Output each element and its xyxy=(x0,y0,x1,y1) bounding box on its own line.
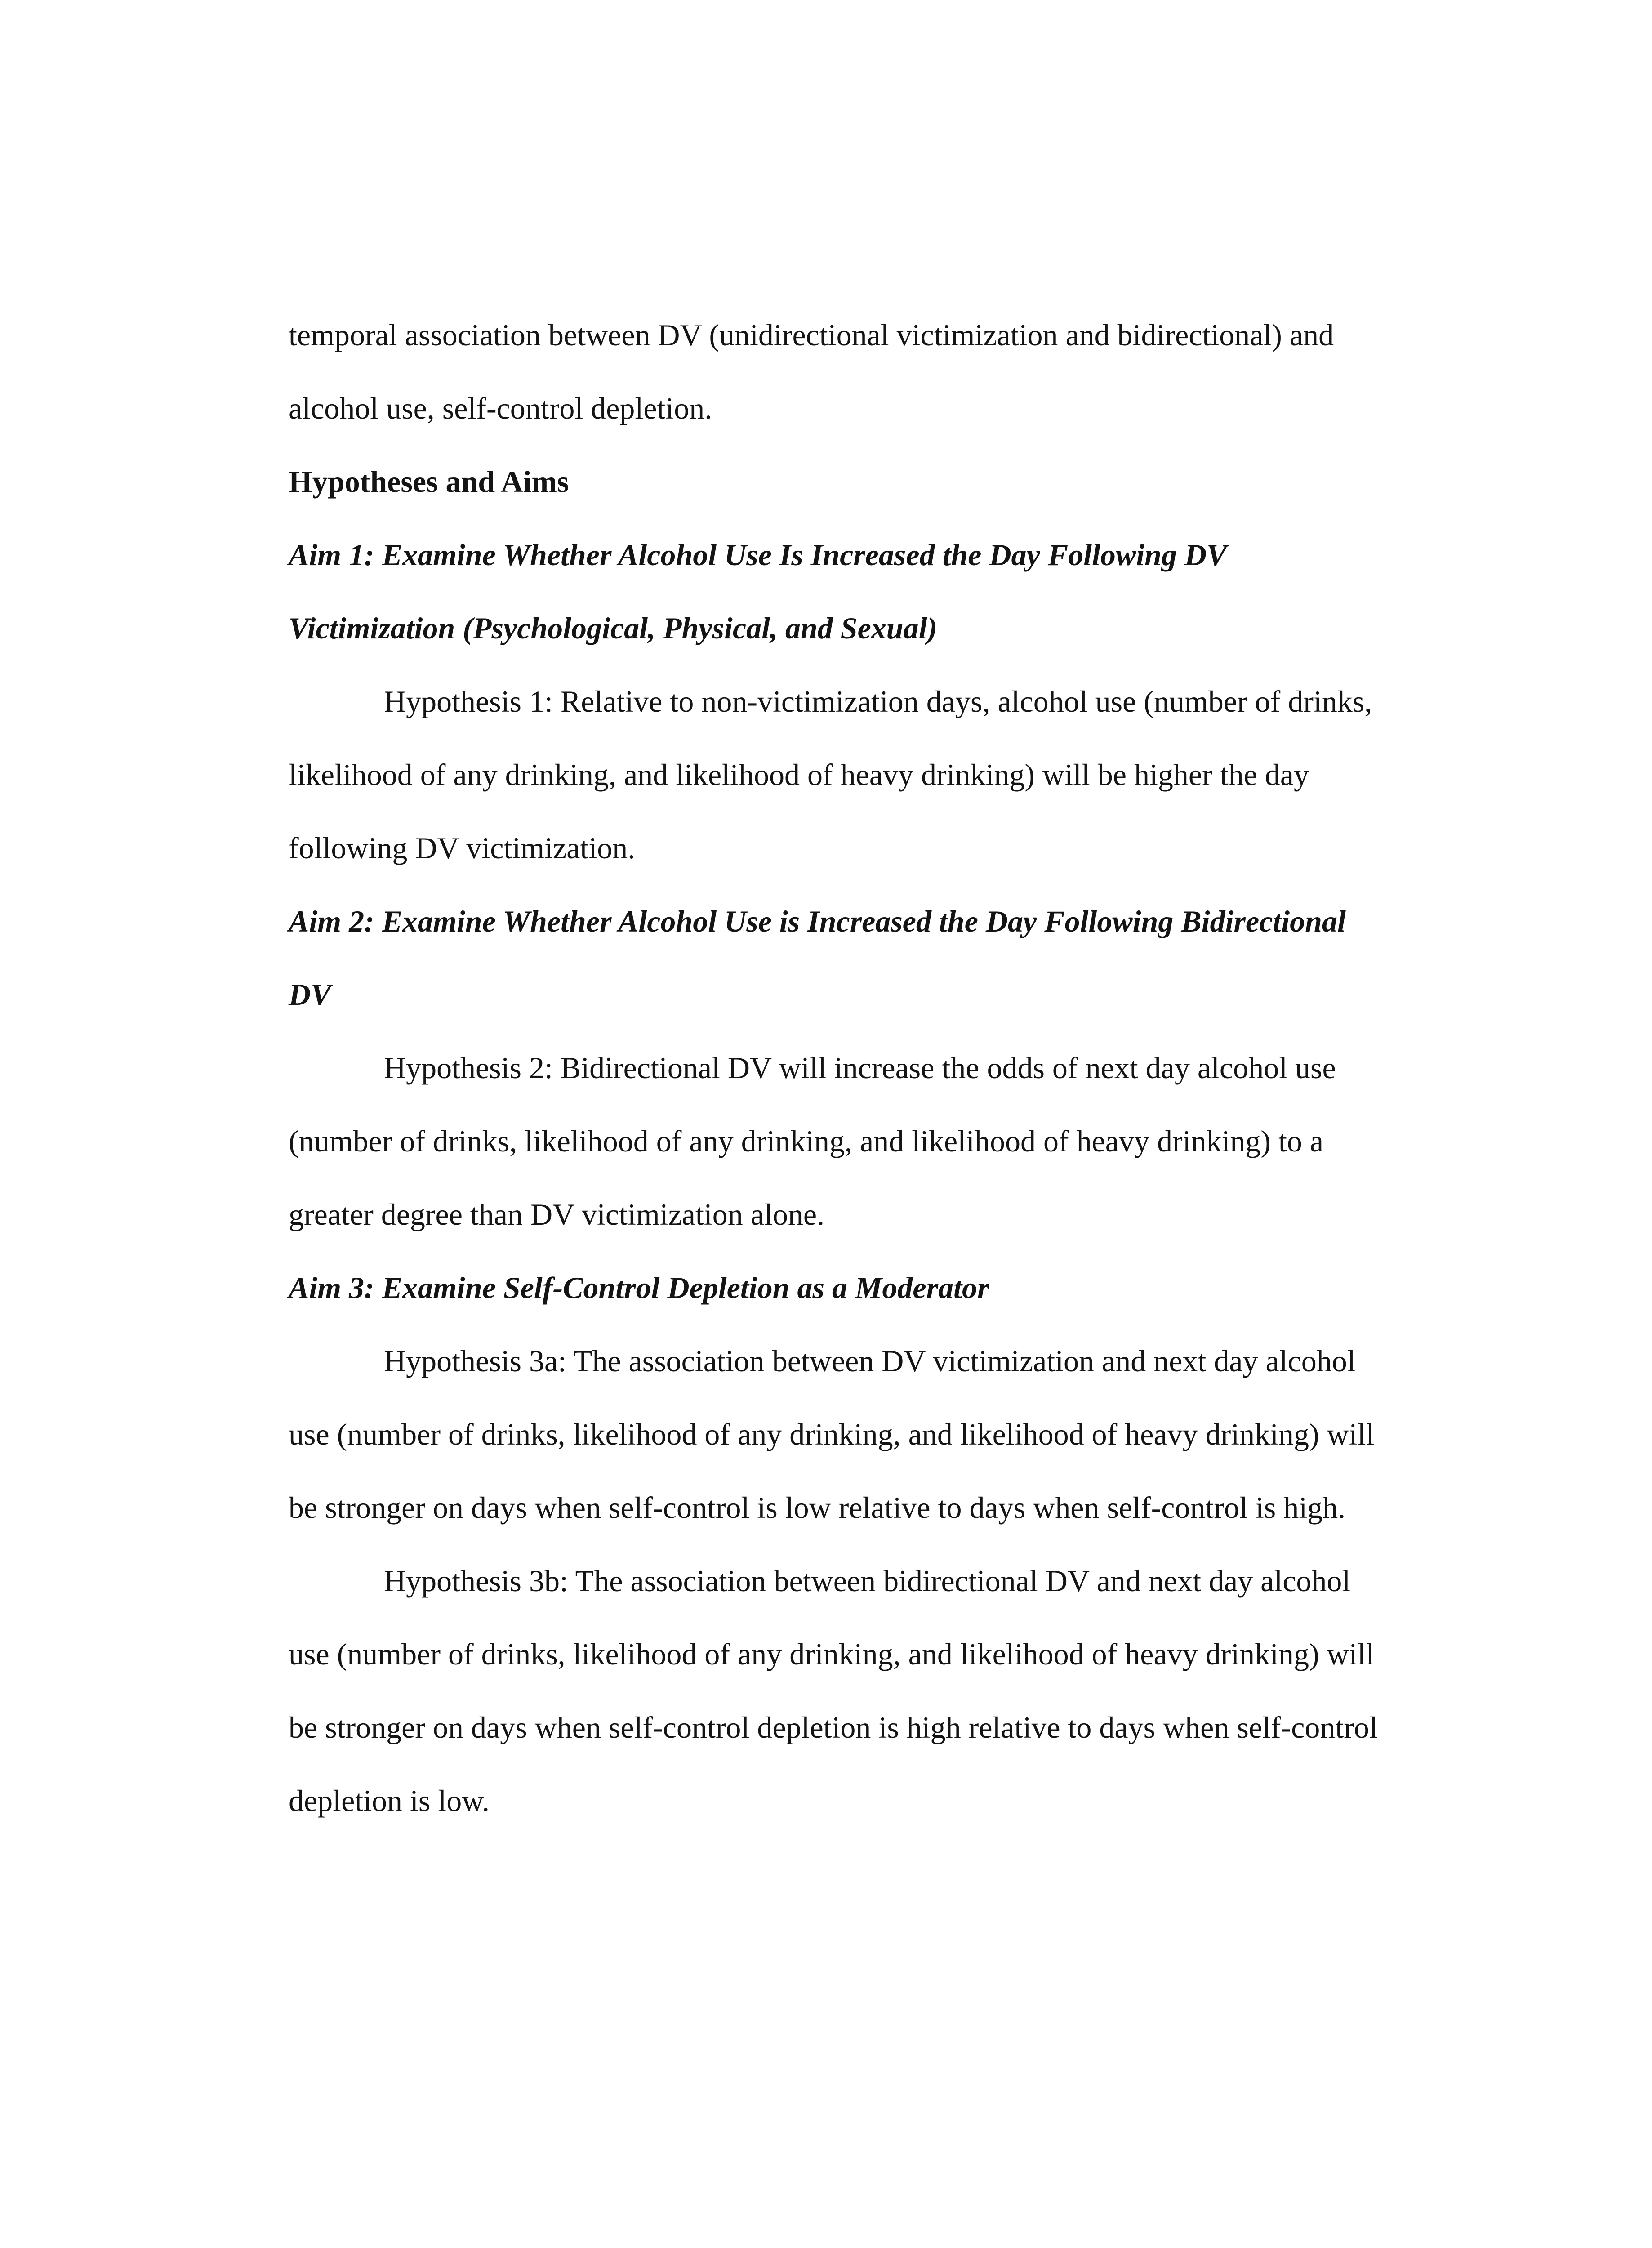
body-line: greater degree than DV victimization alone. xyxy=(289,1197,825,1231)
body-line: be stronger on days when self-control is low relative to days when self-control is high. xyxy=(289,1490,1346,1525)
body-line: be stronger on days when self-control depletion is high relative to days when self-control xyxy=(289,1710,1378,1744)
body-line: (number of drinks, likelihood of any drinking, and likelihood of heavy drinking) to a xyxy=(289,1124,1324,1158)
body-line: following DV victimization. xyxy=(289,831,636,865)
aim-heading: Aim 1: Examine Whether Alcohol Use Is Increased the Day Following DV xyxy=(289,538,1227,572)
aim-heading: Aim 2: Examine Whether Alcohol Use is Increased the Day Following Bidirectional xyxy=(289,904,1346,938)
hypothesis-line: Hypothesis 3a: The association between DV victimization and next day alcohol xyxy=(384,1344,1356,1378)
aim-heading: Aim 3: Examine Self-Control Depletion as a Moderator xyxy=(289,1271,989,1305)
body-line: use (number of drinks, likelihood of any drinking, and likelihood of heavy drinking) will xyxy=(289,1417,1375,1451)
aim-heading: Victimization (Psychological, Physical, and Sexual) xyxy=(289,611,938,645)
body-line: use (number of drinks, likelihood of any drinking, and likelihood of heavy drinking) will xyxy=(289,1637,1375,1671)
hypothesis-line: Hypothesis 1: Relative to non-victimization days, alcohol use (number of drinks, xyxy=(384,684,1372,718)
hypothesis-line: Hypothesis 3b: The association between bidirectional DV and next day alcohol xyxy=(384,1564,1351,1598)
aim-heading: DV xyxy=(289,977,331,1012)
body-line: alcohol use, self-control depletion. xyxy=(289,391,712,425)
hypothesis-line: Hypothesis 2: Bidirectional DV will increase the odds of next day alcohol use xyxy=(384,1051,1336,1085)
body-line: temporal association between DV (unidirectional victimization and bidirectional) and xyxy=(289,318,1334,352)
section-heading: Hypotheses and Aims xyxy=(289,464,569,499)
body-line: likelihood of any drinking, and likelihood of heavy drinking) will be higher the day xyxy=(289,758,1309,792)
body-line: depletion is low. xyxy=(289,1784,490,1818)
